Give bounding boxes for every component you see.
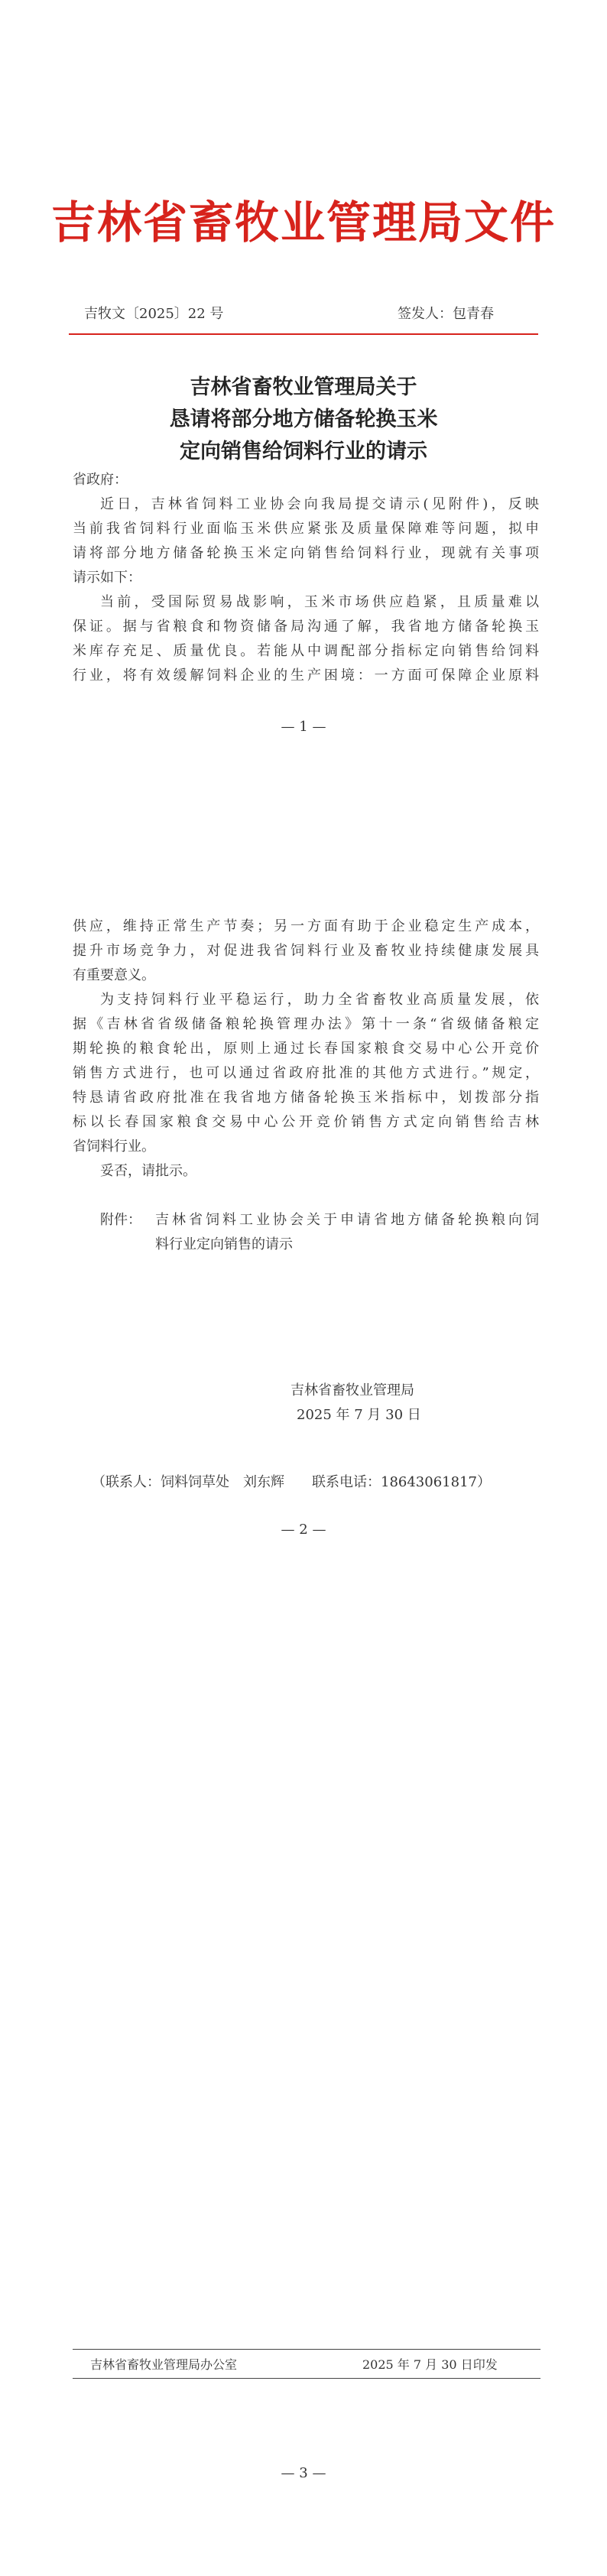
document-title-line: 吉林省畜牧业管理局关于 — [190, 375, 417, 399]
body-line: 保证。据与省粮食和物资储备局沟通了解，我省地方储备轮换玉 — [73, 619, 539, 635]
page-number: — 3 — — [281, 2465, 326, 2481]
issuing-office: 吉林省畜牧业管理局办公室 — [90, 2357, 238, 2372]
signature-date: 2025 年 7 月 30 日 — [297, 1407, 421, 1423]
addressee: 省政府： — [73, 472, 128, 488]
body-line: 当前我省饲料行业面临玉米供应紧张及质量保障难等问题，拟申 — [73, 521, 539, 537]
body-line: 提升市场竞争力，对促进我省饲料行业及畜牧业持续健康发展具 — [73, 943, 539, 959]
signer: 签发人：包青春 — [398, 306, 494, 322]
body-line: 当前，受国际贸易战影响，玉米市场供应趋紧，且质量难以 — [100, 594, 539, 610]
print-date: 2025 年 7 月 30 日印发 — [362, 2357, 498, 2372]
body-line: 省饲料行业。 — [73, 1139, 155, 1155]
body-line: 近日，吉林省饲料工业协会向我局提交请示(见附件)，反映 — [100, 496, 539, 512]
footer-top-rule — [73, 2349, 540, 2350]
document-title — [0, 372, 607, 468]
body-line: 有重要意义。 — [73, 967, 155, 983]
page-number: — 1 — — [281, 719, 326, 735]
body-line: 米库存充足、质量优良。若能从中调配部分指标定向销售给饲料 — [73, 643, 539, 659]
body-line: 供应，维持正常生产节奏；另一方面有助于企业稳定生产成本， — [73, 918, 539, 934]
body-line: 销售方式进行，也可以通过省政府批准的其他方式进行。”规定， — [73, 1065, 539, 1081]
attachment-line: 料行业定向销售的请示 — [155, 1236, 293, 1252]
document-title-line: 恳请将部分地方储备轮换玉米 — [169, 408, 438, 431]
signature-org: 吉林省畜牧业管理局 — [291, 1382, 414, 1398]
body-line: 请将部分地方储备轮换玉米定向销售给饲料行业，现就有关事项 — [73, 545, 539, 561]
attachment-line: 吉林省饲料工业协会关于申请省地方储备轮换粮向饲 — [155, 1212, 539, 1228]
body-line: 请示如下： — [73, 570, 141, 586]
attachment-label: 附件： — [100, 1212, 141, 1228]
body-line: 行业，将有效缓解饲料企业的生产困境：一方面可保障企业原料 — [73, 668, 539, 684]
document-number: 吉牧文〔2025〕22 号 — [84, 306, 224, 322]
page-number: — 2 — — [281, 1522, 326, 1538]
body-line: 标以长春国家粮食交易中心公开竞价销售方式定向销售给吉林 — [73, 1114, 539, 1130]
red-divider — [69, 333, 538, 335]
footer-bottom-rule — [73, 2378, 540, 2379]
body-line: 特恳请省政府批准在我省地方储备轮换玉米指标中，划拨部分指 — [73, 1090, 539, 1106]
contact-info: （联系人：饲料饲草处 刘东辉 联系电话：18643061817） — [92, 1474, 491, 1490]
body-line: 期轮换的粮食轮出，原则上通过长春国家粮食交易中心公开竞价 — [73, 1041, 539, 1057]
closing-line: 妥否，请批示。 — [100, 1163, 196, 1179]
document-header-title: 吉林省畜牧业管理局文件 — [50, 197, 556, 249]
body-line: 据《吉林省省级储备粮轮换管理办法》第十一条“省级储备粮定 — [73, 1016, 539, 1032]
document-title-line: 定向销售给饲料行业的请示 — [180, 440, 427, 463]
body-line: 为支持饲料行业平稳运行，助力全省畜牧业高质量发展，依 — [100, 992, 539, 1008]
